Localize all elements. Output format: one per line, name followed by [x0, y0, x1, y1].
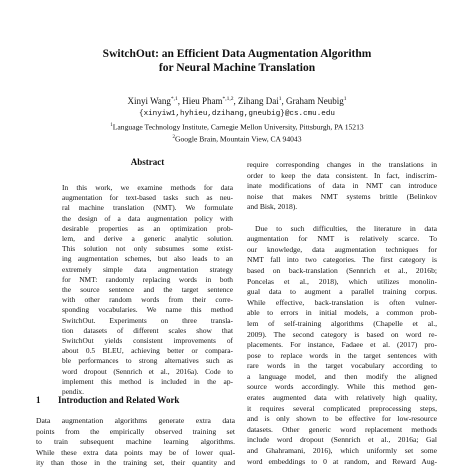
- author-list: Xinyi Wang$^{*,1}$, Hieu Pham$^{*,1,2}$, Zihang Dai$^1$, Graham Neubig$^1$: [127, 96, 347, 106]
- affiliations: [0, 121, 474, 144]
- body-line: a language model, and then modify the aligned: [247, 371, 437, 381]
- abstract-line: implement this method is included in the ap-: [62, 376, 233, 386]
- affiliation-line: [0, 133, 474, 145]
- section-number: 1: [36, 395, 41, 405]
- abstract-line: sponding vocabularies. We name this method: [62, 305, 233, 315]
- abstract-line: In this work, we examine methods for data: [62, 183, 233, 192]
- author-mark: *,1,2: [222, 96, 234, 102]
- affiliation-text: Google Brain, Mountain View, CA 94043: [174, 134, 302, 144]
- body-line: points from the empirically observed training set: [36, 426, 235, 436]
- abstract-line: desirable properties as an optimization prob-: [62, 223, 233, 233]
- right-column-body: [247, 160, 437, 467]
- abstract-line: augmentation for text-based tasks such as neu-: [62, 193, 233, 203]
- body-line: and Bisk, 2018).: [247, 202, 298, 212]
- paragraph-gap: [247, 213, 437, 224]
- author-emails: {xinyiw1,hyhieu,dzihang,gneubig}@cs.cmu.edu: [139, 110, 335, 118]
- body-line: to train subsequent machine learning algorithms.: [36, 437, 235, 447]
- abstract-line: SwitchOut. Experiments on three transla-: [62, 315, 233, 325]
- body-line: based on back-translation (Sennrich et al., 2016b;: [247, 265, 437, 275]
- body-line: noise that makes NMT systems brittle (Belinkov: [247, 191, 437, 201]
- body-line: and Ghahramani, 2016), which uniformly set some: [247, 446, 437, 456]
- body-line: While these extra data points may be of lower qual-: [36, 447, 235, 457]
- affiliation-mark: 2: [172, 134, 175, 140]
- abstract-line: about 0.5 BLEU, achieving better or compara-: [62, 346, 233, 356]
- abstract-line: tion datasets of different scales show that: [62, 325, 233, 335]
- abstract-line: for NMT: randomly replacing words in both: [62, 274, 233, 284]
- body-line: gual data to augment a parallel training corpus.: [247, 287, 437, 297]
- abstract-line: lem, and derive a generic analytic solution.: [62, 234, 233, 244]
- body-line: rare words in the target vocabulary according to: [247, 361, 437, 371]
- body-line: lem of self-training algorithms (Chapelle et al.,: [247, 318, 437, 328]
- body-line: datasets. Other generic word replacement methods: [247, 424, 437, 434]
- abstract-line: pendix.: [62, 387, 84, 397]
- abstract-line: ble performances to strong alternatives such as: [62, 356, 233, 366]
- body-line: Due to such difficulties, the literature in data: [255, 223, 437, 233]
- abstract-line: the source sentence and the target sentence: [62, 285, 233, 295]
- abstract-line: with other random words from their corre-: [62, 295, 233, 305]
- affiliation-text: Language Technology Institute, Carnegie Mellon University, Pittsburgh, PA 15213: [112, 122, 364, 132]
- body-line: ity than those in the training set, their quantity and: [36, 458, 235, 468]
- abstract-line: This solution not only subsumes some exist-: [62, 244, 233, 254]
- author-mark: 1: [278, 96, 282, 102]
- affiliation-line: [0, 121, 474, 133]
- body-line: inate modifications of data in NMT can introduce: [247, 181, 437, 191]
- section-heading: [36, 395, 236, 406]
- abstract-line: word dropout (Sennrich et al., 2016a). Code to: [62, 366, 233, 376]
- body-line: it requires several complicated preprocessing steps,: [247, 403, 437, 413]
- body-line: able to errors in initial models, a common prob-: [247, 308, 437, 318]
- author-mark: *,1: [170, 96, 178, 102]
- body-line: include word dropout (Sennrich et al., 2016a; Gal: [247, 435, 437, 445]
- abstract-line: ral machine translation (NMT). We formulate: [62, 203, 233, 213]
- section-title: Introduction and Related Work: [58, 395, 180, 405]
- left-column-body: [36, 416, 235, 469]
- paper-title: [0, 47, 474, 75]
- affiliation-mark: 1: [110, 123, 113, 128]
- body-line: erates augmented data with relatively high quality,: [247, 393, 437, 403]
- author-name: Hieu Pham: [182, 96, 223, 106]
- body-line: source words accordingly. While this method gen-: [247, 382, 437, 392]
- title-line: for Neural Machine Translation: [158, 62, 316, 74]
- body-line: NMT fall into two categories. The first category is: [247, 255, 437, 265]
- body-line: word embeddings to 0 at random, and Reward Aug-: [247, 456, 437, 466]
- abstract-line: SwitchOut yields consistent improvements of: [62, 336, 233, 346]
- body-line: Poncelas et al., 2018), which utilizes monolin-: [247, 276, 437, 286]
- body-line: 2009). The second category is based on word re-: [247, 329, 437, 339]
- abstract-body: [62, 183, 233, 397]
- body-line: While effective, back-translation is often vulner-: [247, 297, 437, 307]
- body-line: and is only shown to be effective for low-resource: [247, 414, 437, 424]
- abstract-line: the design of a data augmentation policy with: [62, 213, 233, 223]
- abstract-line: ing augmentation schemes, but also leads to an: [62, 254, 233, 264]
- body-line: augmentation for NMT is relatively scarce. To: [247, 234, 437, 244]
- author-name: Graham Neubig: [286, 96, 344, 106]
- body-line: Data augmentation algorithms generate extra data: [36, 416, 235, 425]
- author-name: Xinyi Wang: [127, 96, 171, 106]
- body-line: placements. For instance, Fadaee et al. (2017) pro-: [247, 340, 437, 350]
- abstract-line: extremely simple data augmentation strategy: [62, 264, 233, 274]
- body-line: order to keep the data consistent. In fact, indiscrim-: [247, 170, 437, 180]
- body-line: our knowledge, data augmentation techniques for: [247, 244, 437, 254]
- author-name: Zihang Dai: [238, 96, 279, 106]
- abstract-heading: Abstract: [130, 157, 165, 167]
- author-mark: 1: [343, 96, 347, 102]
- title-line: SwitchOut: an Efficient Data Augmentation Algorithm: [102, 48, 372, 60]
- body-line: pose to replace words in the target sentences with: [247, 350, 437, 360]
- body-line: require corresponding changes in the translations in: [247, 160, 437, 169]
